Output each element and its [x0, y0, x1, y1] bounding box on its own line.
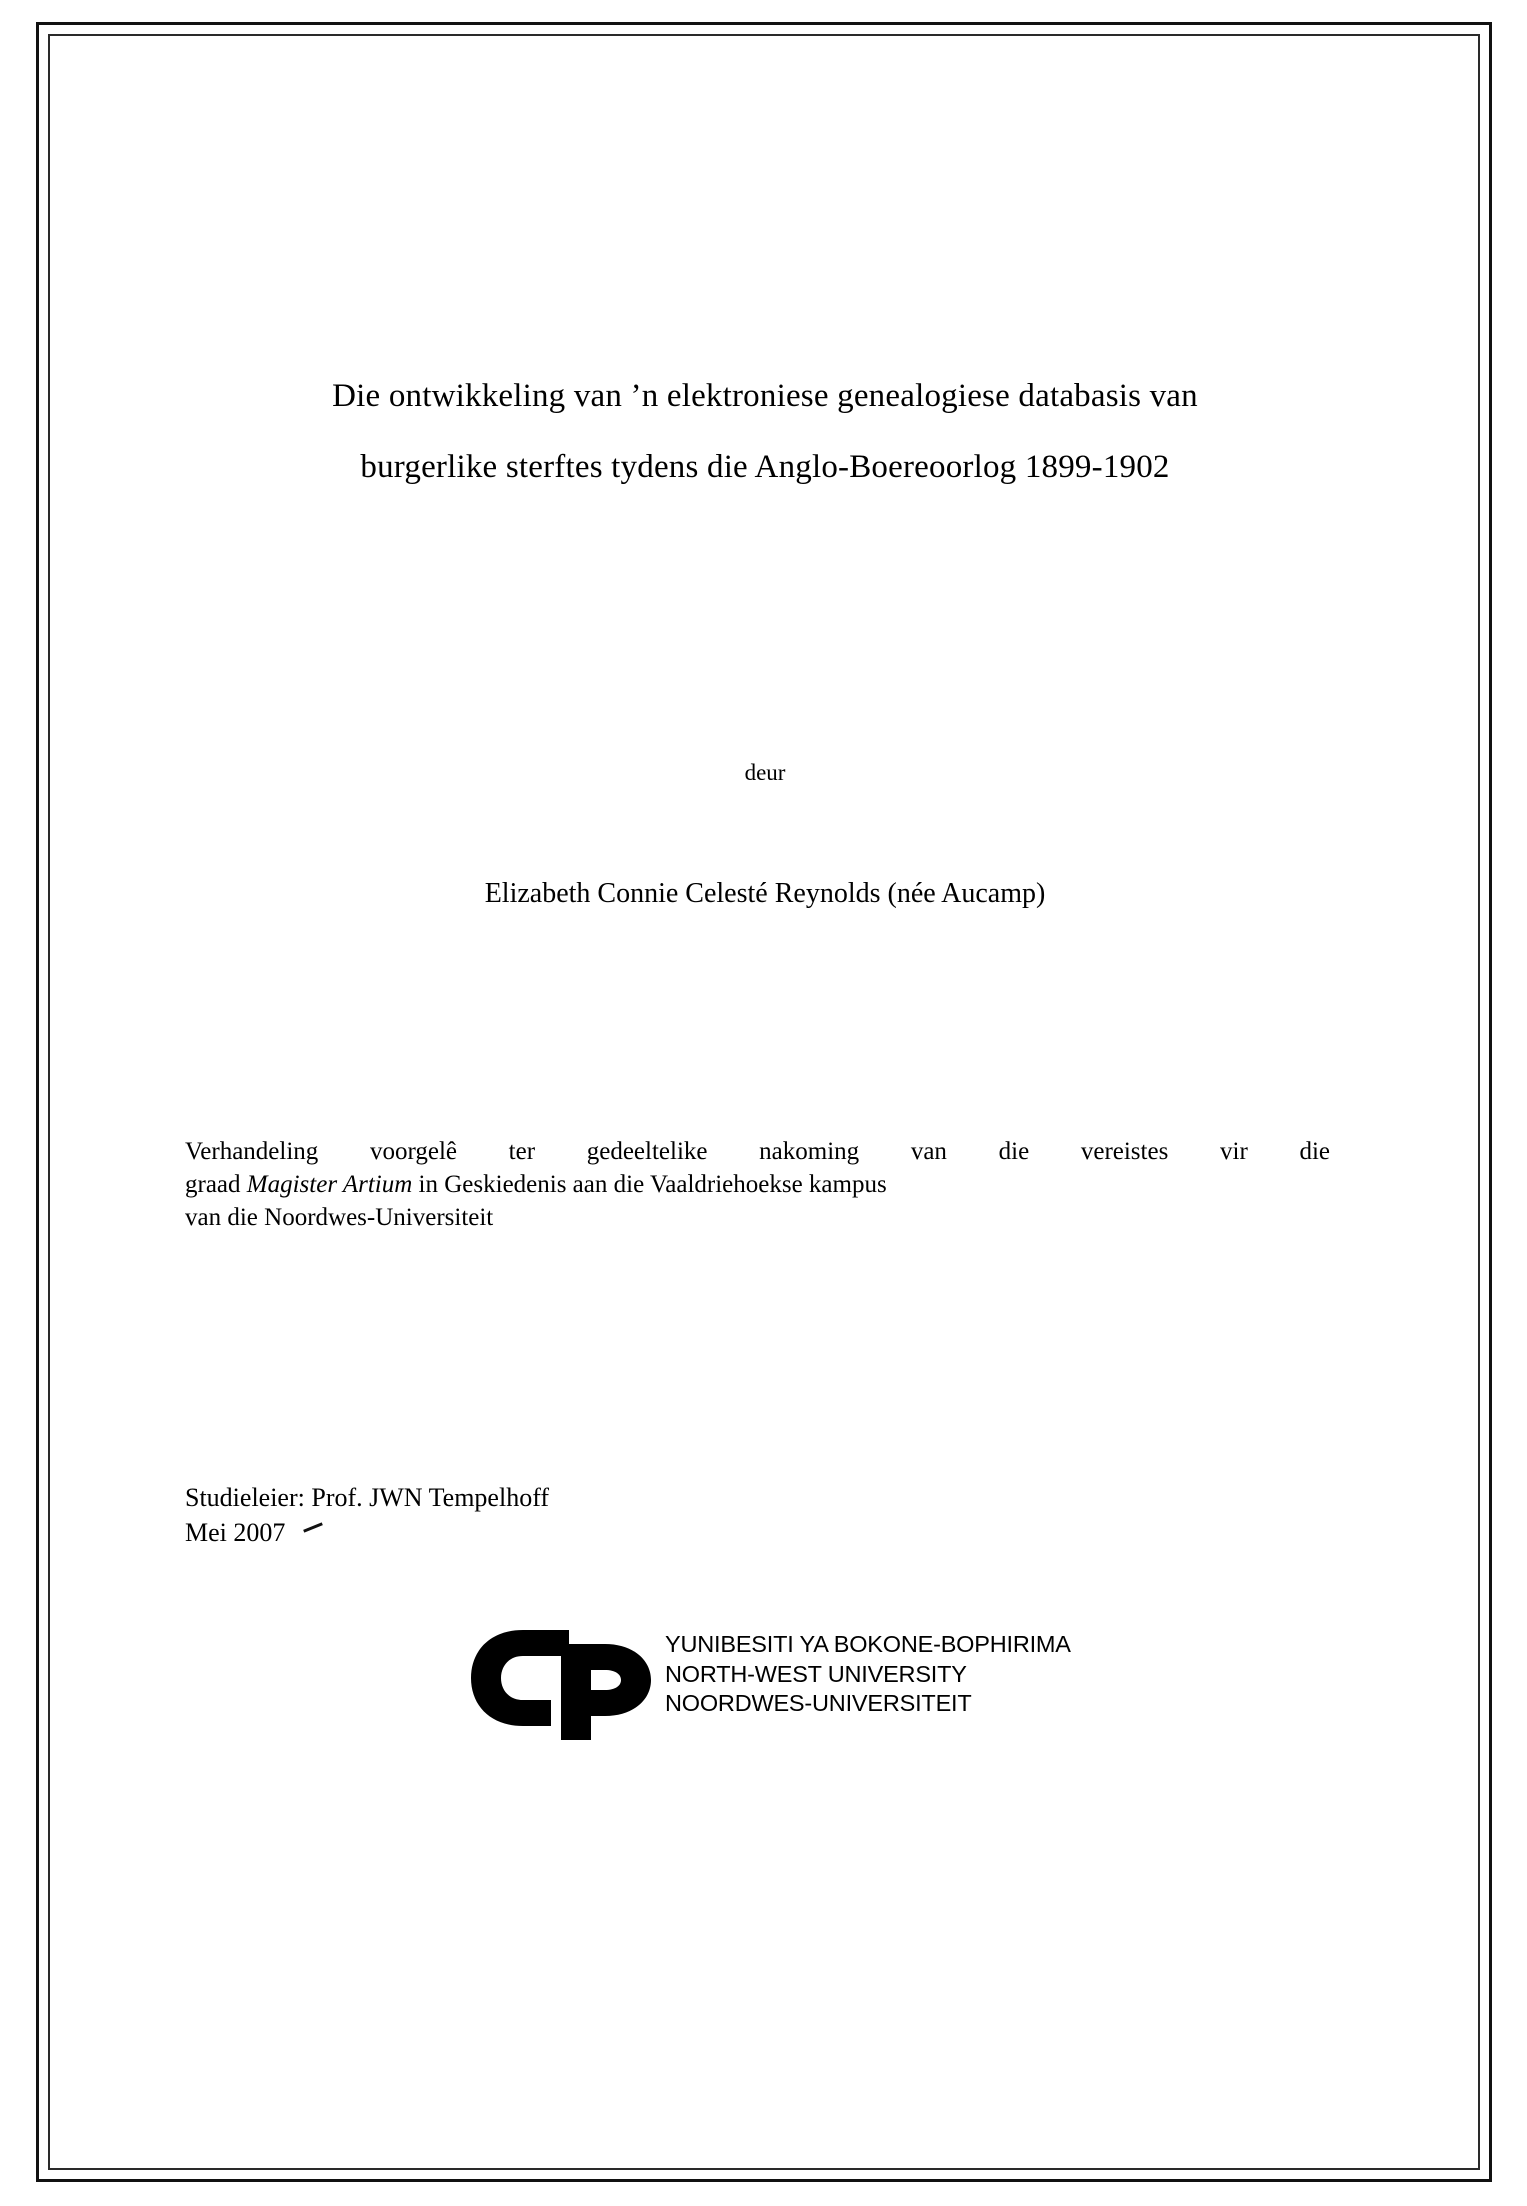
- logo-text-line-2: NORTH-WEST UNIVERSITY: [665, 1660, 967, 1687]
- by-label: deur: [744, 760, 786, 785]
- title-line-2: burgerlike sterftes tydens die Anglo-Boereoorlog 1899-1902: [360, 449, 1170, 485]
- logo-text-line-1: YUNIBESITI YA BOKONE-BOPHIRIMA: [665, 1631, 1071, 1657]
- university-logo: [465, 1620, 1105, 1750]
- degree-line-2-pre: graad: [185, 1171, 247, 1198]
- degree-line-3: van die Noordwes-Universiteit: [185, 1204, 494, 1231]
- degree-name-italic: Magister Artium: [246, 1171, 413, 1198]
- author-name: Elizabeth Connie Celesté Reynolds (née Aucamp): [484, 878, 1046, 909]
- degree-statement: [185, 1135, 1330, 1234]
- degree-line-2-post: in Geskiedenis aan die Vaaldriehoekse kampus: [412, 1171, 887, 1198]
- degree-line-1: Verhandeling voorgelê ter gedeeltelike nakoming van die vereistes vir die: [185, 1138, 1330, 1165]
- supervisor-and-date: [185, 1480, 549, 1550]
- logo-text-line-3: NOORDWES-UNIVERSITEIT: [665, 1690, 972, 1717]
- degree-line-2: [185, 1168, 1330, 1201]
- page-title: [185, 380, 1345, 484]
- title-line-1: Die ontwikkeling van ’n elektroniese genealogiese databasis van: [332, 378, 1198, 414]
- title-page-content: [185, 60, 1345, 2140]
- north-west-university-logo-mark-icon: [465, 1626, 660, 1744]
- date-text: Mei 2007: [185, 1518, 286, 1548]
- supervisor-line: Studieleier: Prof. JWN Tempelhoff: [185, 1483, 550, 1512]
- logo-wordmark: [665, 1630, 1071, 1719]
- scan-artifact-mark: [303, 1522, 323, 1532]
- date-line: [185, 1515, 549, 1550]
